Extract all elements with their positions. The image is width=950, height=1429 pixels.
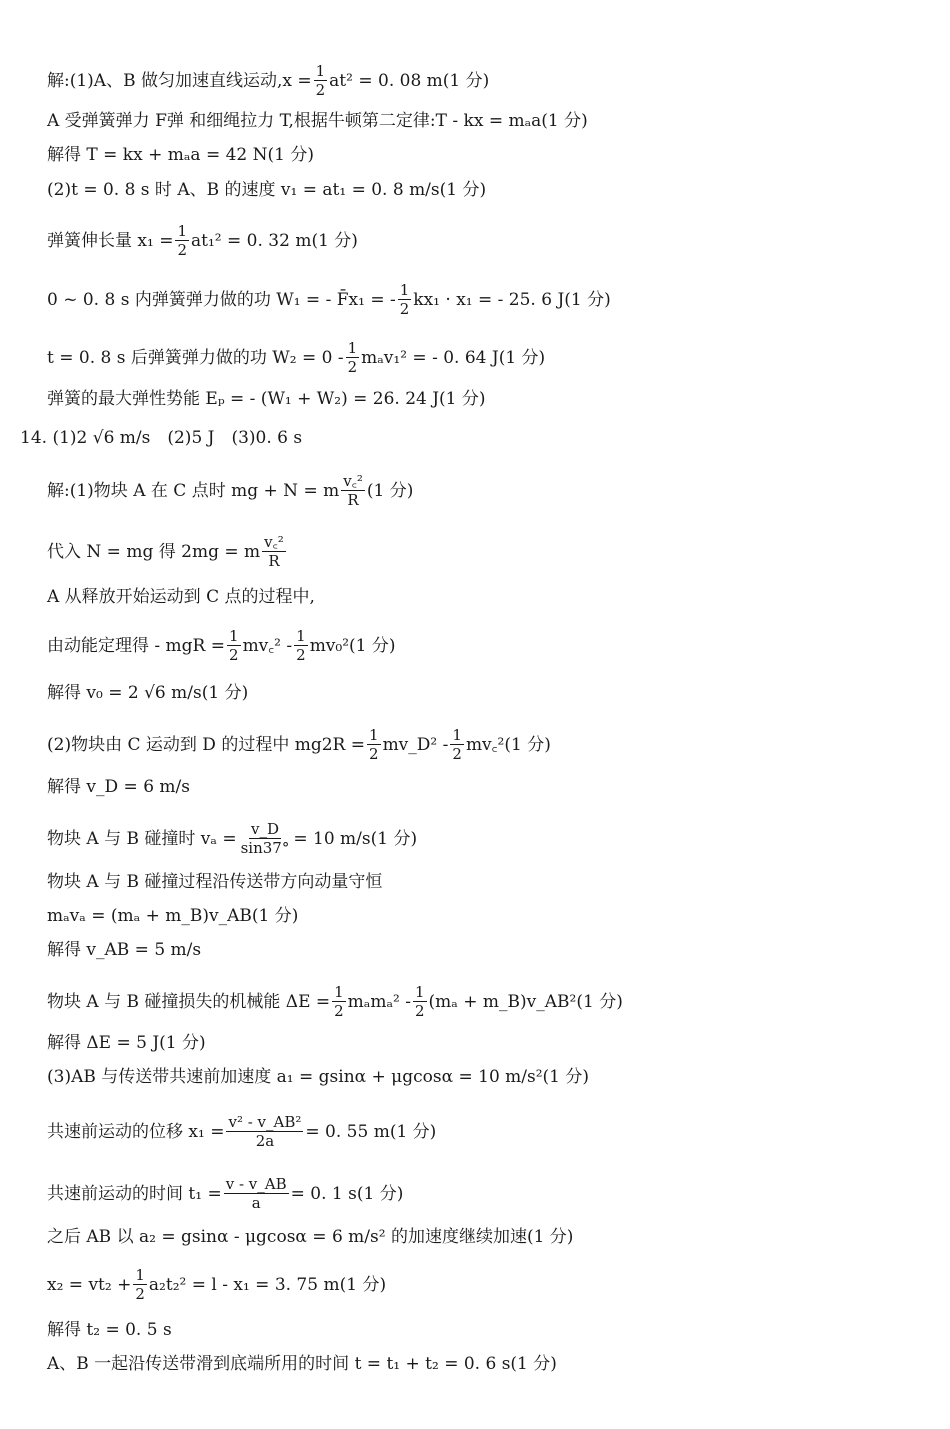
fraction: $\frac{1}{2}$ [334,983,344,1020]
line-3: 解得 T = kx + mₐa = 42 N(1 分) [47,145,314,165]
fraction: $\frac{1}{2}$ [296,627,306,664]
line-8: 弹簧的最大弹性势能 Eₚ = - (W₁ + W₂) = 26. 24 J(1 分) [47,389,486,409]
line-21: 物块 A 与 B 碰撞损失的机械能 ΔE = $\frac{1}{2}$ mₐmₐ² - $\frac{1}{2}$ (mₐ + m_B)v_AB²(1 分) [47,983,623,1020]
line-1 [47,62,489,99]
line-10: 解:(1)物块 A 在 C 点时 mg + N = m $\frac{\text{v꜀²}}{R}$ (1 分) [47,472,414,509]
fraction: $\frac{v - v\_AB}{a}$ [225,1175,287,1212]
fraction: $\frac{\text{v꜀²}}{R}$ [343,472,363,509]
text: 解:(1)A、B 做匀加速直线运动,x = [47,70,312,91]
line-16: 解得 v_D = 6 m/s [47,777,190,797]
line-25: 共速前运动的时间 t₁ = $\frac{v - v\_AB}{a}$ = 0. 1 s(1 分) [47,1175,404,1212]
line-15: (2)物块由 C 运动到 D 的过程中 mg2R = $\frac{1}{2}$ mv_D² - $\frac{1}{2}$ mv꜀²(1 分) [47,726,551,763]
line-24: 共速前运动的位移 x₁ = $\frac{\text{v² - v\_AB²}}{2a}$ = 0. 55 m(1 分) [47,1113,437,1150]
line-11: 代入 N = mg 得 2mg = m $\frac{\text{v꜀²}}{R}$ [47,533,284,570]
line-7: t = 0. 8 s 后弹簧弹力做的功 W₂ = 0 - $\frac{1}{2}$ mₐv₁² = - 0. 64 J(1 分) [47,339,546,376]
fraction: $\frac{1}{2}$ [399,281,410,318]
fraction: $\frac{v\_D}{\sin 37^\circ}$ [240,820,290,857]
line-23: (3)AB 与传送带共速前加速度 a₁ = gsinα + μgcosα = 10 m/s²(1 分) [47,1067,590,1087]
fraction: $\frac{1}{2}$ [452,726,462,763]
fraction: $\frac{\text{v꜀²}}{R}$ [264,533,284,570]
line-13: 由动能定理得 - mgR = $\frac{1}{2}$ mv꜀² - $\frac{1}{2}$ mv₀²(1 分) [47,627,396,664]
line-14: 解得 v₀ = 2 √6 m/s(1 分) [47,683,249,703]
fraction: $\frac{1}{2}$ [135,1266,145,1303]
fraction: $\frac{1}{2}$ [315,62,326,99]
line-29: A、B 一起沿传送带滑到底端所用的时间 t = t₁ + t₂ = 0. 6 s(1 分) [47,1354,557,1374]
line-2: A 受弹簧弹力 F弹 和细绳拉力 T,根据牛顿第二定律:T - kx = mₐa(1 分) [47,111,588,131]
line-22: 解得 ΔE = 5 J(1 分) [47,1033,206,1053]
line-12: A 从释放开始运动到 C 点的过程中, [47,587,315,607]
fraction: $\frac{1}{2}$ [347,339,358,376]
fraction: $\frac{1}{2}$ [415,983,425,1020]
line-18: 物块 A 与 B 碰撞过程沿传送带方向动量守恒 [47,872,383,892]
line-19: mₐvₐ = (mₐ + m_B)v_AB(1 分) [47,906,299,926]
fraction: $\frac{\text{v² - v\_AB²}}{2a}$ [228,1113,302,1150]
line-6: 0 ~ 0. 8 s 内弹簧弹力做的功 W₁ = - F̄x₁ = - $\frac{1}{2}$ kx₁ · x₁ = - 25. 6 J(1 分) [47,281,611,318]
fraction: $\frac{1}{2}$ [369,726,379,763]
line-4: (2)t = 0. 8 s 时 A、B 的速度 v₁ = at₁ = 0. 8 m/s(1 分) [47,180,487,200]
line-28: 解得 t₂ = 0. 5 s [47,1320,172,1340]
line-17: 物块 A 与 B 碰撞时 vₐ = $\frac{v\_D}{\sin 37^\circ}$ = 10 m/s(1 分) [47,820,418,857]
line-5: 弹簧伸长量 x₁ = $\frac{1}{2}$ at₁² = 0. 32 m(1 分) [47,222,358,259]
line-20: 解得 v_AB = 5 m/s [47,940,202,960]
fraction: $\frac{1}{2}$ [177,222,188,259]
question-14-answers: 14. (1)2 √6 m/s (2)5 J (3)0. 6 s [20,428,303,448]
fraction: $\frac{1}{2}$ [229,627,239,664]
text: at² = 0. 08 m(1 分) [329,70,490,91]
line-26: 之后 AB 以 a₂ = gsinα - μgcosα = 6 m/s² 的加速度继续加速(1 分) [47,1227,574,1247]
line-27: x₂ = vt₂ + $\frac{1}{2}$ a₂t₂² = l - x₁ = 3. 75 m(1 分) [47,1266,387,1303]
